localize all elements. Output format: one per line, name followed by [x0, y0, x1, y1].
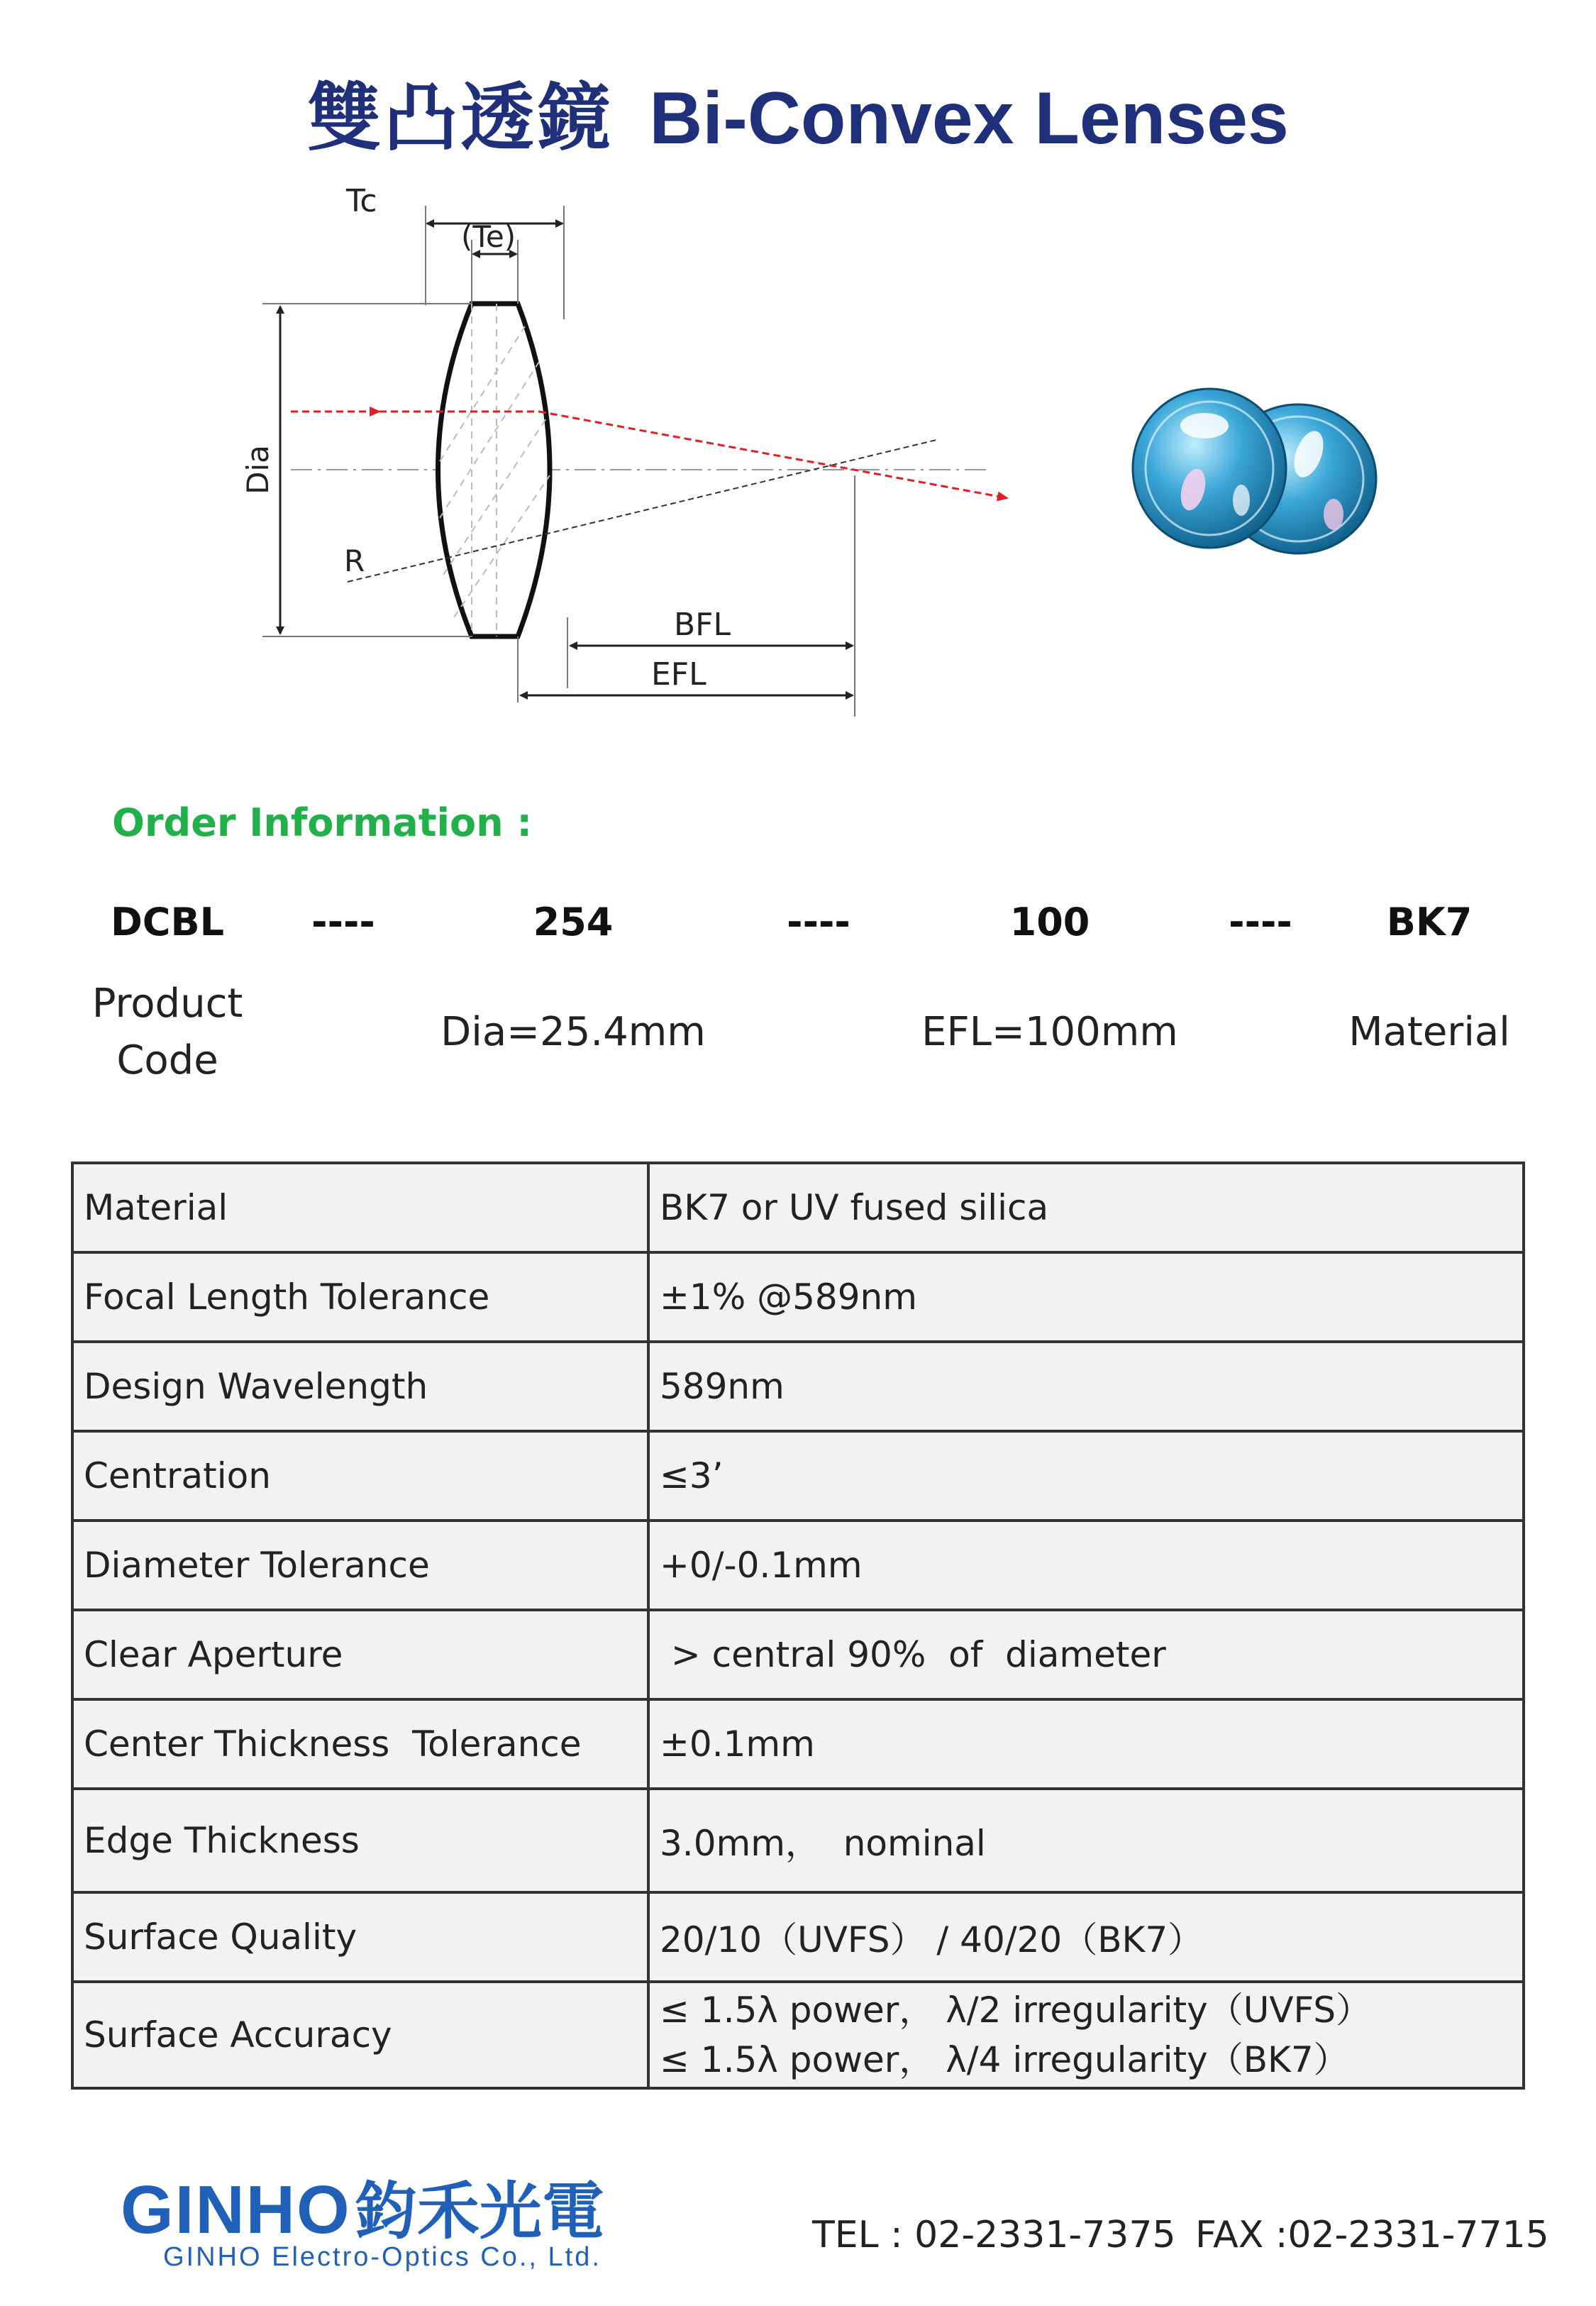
spec-label: Focal Length Tolerance — [72, 1252, 648, 1342]
spec-table — [71, 1162, 1525, 2090]
spec-value-line: ≤ 1.5λ power， λ/4 irregularity（BK7） — [660, 2039, 1349, 2080]
table-row — [72, 1699, 1524, 1789]
spec-value — [648, 1982, 1524, 2088]
spec-label: Material — [72, 1163, 648, 1252]
efl-label: EFL — [651, 656, 706, 693]
spec-label: Surface Quality — [72, 1892, 648, 1982]
company-name: GINHO Electro-Optics Co., Ltd. — [163, 2242, 602, 2272]
code-part-material: BK7 — [1386, 900, 1473, 944]
guide-lines — [262, 206, 855, 717]
spec-value: ±1% @589nm — [648, 1252, 1524, 1342]
desc-product-code — [40, 976, 295, 1089]
code-separator: ---- — [787, 900, 850, 944]
logo-text-en: GINHO — [121, 2175, 351, 2246]
code-separator: ---- — [1229, 900, 1292, 944]
ginho-logo — [121, 2175, 660, 2246]
desc-dia: Dia=25.4mm — [440, 1009, 706, 1055]
spec-value: ±0.1mm — [648, 1699, 1524, 1789]
table-row — [72, 1982, 1524, 2088]
spec-value: > central 90% of diameter — [648, 1610, 1524, 1699]
title-english: Bi-Convex Lenses — [649, 77, 1289, 160]
code-separator: ---- — [311, 900, 375, 944]
table-row — [72, 1252, 1524, 1342]
spec-value: ≤3’ — [648, 1431, 1524, 1521]
code-part-dia: 254 — [533, 900, 614, 944]
spec-value-line: ≤ 1.5λ power， λ/2 irregularity（UVFS） — [660, 1990, 1372, 2031]
table-row — [72, 1892, 1524, 1982]
code-part-product: DCBL — [110, 900, 225, 944]
spec-value: BK7 or UV fused silica — [648, 1163, 1524, 1252]
spec-label: Diameter Tolerance — [72, 1521, 648, 1610]
lens-diagram — [227, 177, 1064, 731]
spec-label: Centration — [72, 1431, 648, 1521]
table-row — [72, 1610, 1524, 1699]
lens-shape — [438, 304, 550, 636]
spec-label: Center Thickness Tolerance — [72, 1699, 648, 1789]
page-title — [0, 58, 1596, 165]
spec-value: 20/10（UVFS） / 40/20（BK7） — [648, 1892, 1524, 1982]
desc-product-line1: Product — [92, 981, 243, 1027]
dia-label: Dia — [240, 445, 275, 495]
r-label: R — [344, 544, 365, 578]
tc-label: Tc — [346, 183, 377, 219]
spec-label: Edge Thickness — [72, 1789, 648, 1892]
spec-value: 3.0mm， nominal — [648, 1789, 1524, 1892]
table-row — [72, 1789, 1524, 1892]
bfl-label: BFL — [674, 607, 731, 643]
order-information-heading: Order Information : — [112, 800, 532, 845]
spec-value: +0/-0.1mm — [648, 1521, 1524, 1610]
spec-value: 589nm — [648, 1342, 1524, 1431]
table-row — [72, 1163, 1524, 1252]
tel-number: TEL : 02-2331-7375 — [812, 2214, 1176, 2256]
desc-efl: EFL=100mm — [921, 1009, 1178, 1055]
te-label: (Te) — [461, 219, 516, 254]
spec-label: Design Wavelength — [72, 1342, 648, 1431]
title-chinese: 雙凸透鏡 — [307, 75, 614, 161]
logo-text-zh: 鈞禾光電 — [355, 2175, 605, 2246]
output-ray — [539, 412, 1007, 498]
table-row — [72, 1342, 1524, 1431]
table-row — [72, 1431, 1524, 1521]
desc-material: Material — [1348, 1009, 1510, 1055]
spec-label: Surface Accuracy — [72, 1982, 648, 2088]
spec-label: Clear Aperture — [72, 1610, 648, 1699]
lens-product-photo — [1128, 383, 1397, 568]
fax-number: FAX :02-2331-7715 — [1195, 2214, 1549, 2256]
table-row — [72, 1521, 1524, 1610]
desc-product-line2: Code — [116, 1037, 218, 1083]
code-part-efl: 100 — [1009, 900, 1090, 944]
